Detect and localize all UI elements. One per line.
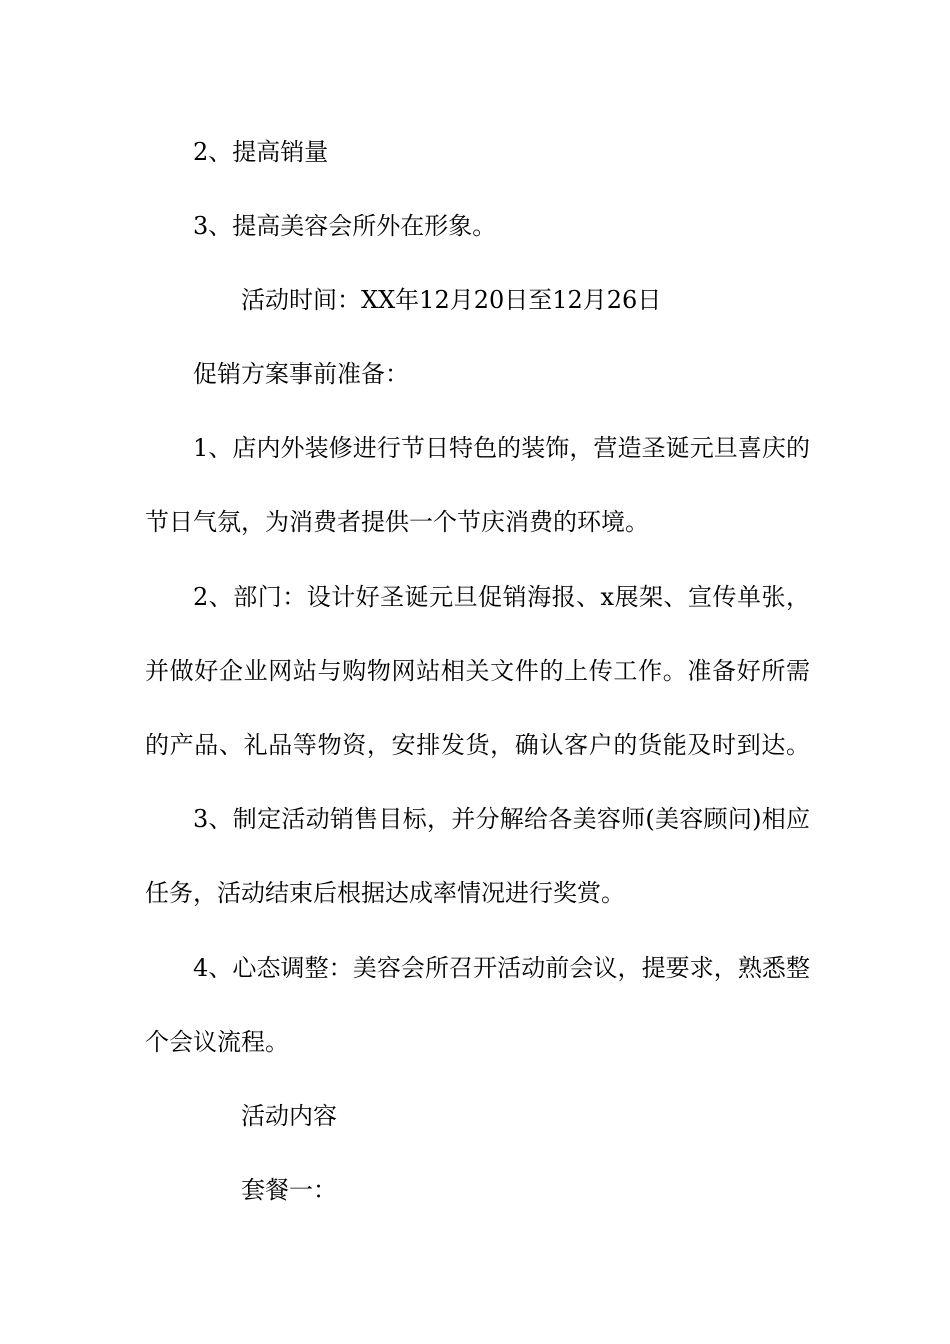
prep-item-3-line-1: 3、制定活动销售目标，并分解给各美容师(美容顾问)相应 bbox=[193, 805, 810, 833]
prep-item-1-line-1: 1、店内外装修进行节日特色的装饰，营造圣诞元旦喜庆的 bbox=[193, 434, 810, 462]
goal-item-3: 3、提高美容会所外在形象。 bbox=[193, 212, 497, 240]
prep-item-1-line-2: 节日气氛，为消费者提供一个节庆消费的环境。 bbox=[145, 508, 649, 536]
prep-item-2-line-3: 的产品、礼品等物资，安排发货，确认客户的货能及时到达。 bbox=[145, 731, 810, 759]
activity-time: 活动时间：XX年12月20日至12月26日 bbox=[241, 286, 662, 314]
prep-item-2-line-2: 并做好企业网站与购物网站相关文件的上传工作。准备好所需 bbox=[145, 657, 810, 685]
package-1-heading: 套餐一： bbox=[241, 1176, 337, 1204]
goal-item-2: 2、提高销量 bbox=[193, 138, 329, 166]
prep-item-4-line-1: 4、心态调整：美容会所召开活动前会议，提要求，熟悉整 bbox=[193, 954, 810, 982]
prep-heading: 促销方案事前准备： bbox=[193, 360, 409, 388]
prep-item-3-line-2: 任务，活动结束后根据达成率情况进行奖赏。 bbox=[145, 879, 625, 907]
prep-item-4-line-2: 个会议流程。 bbox=[145, 1028, 289, 1056]
content-heading: 活动内容 bbox=[241, 1102, 337, 1130]
prep-item-2-line-1: 2、部门：设计好圣诞元旦促销海报、x展架、宣传单张， bbox=[193, 583, 810, 611]
